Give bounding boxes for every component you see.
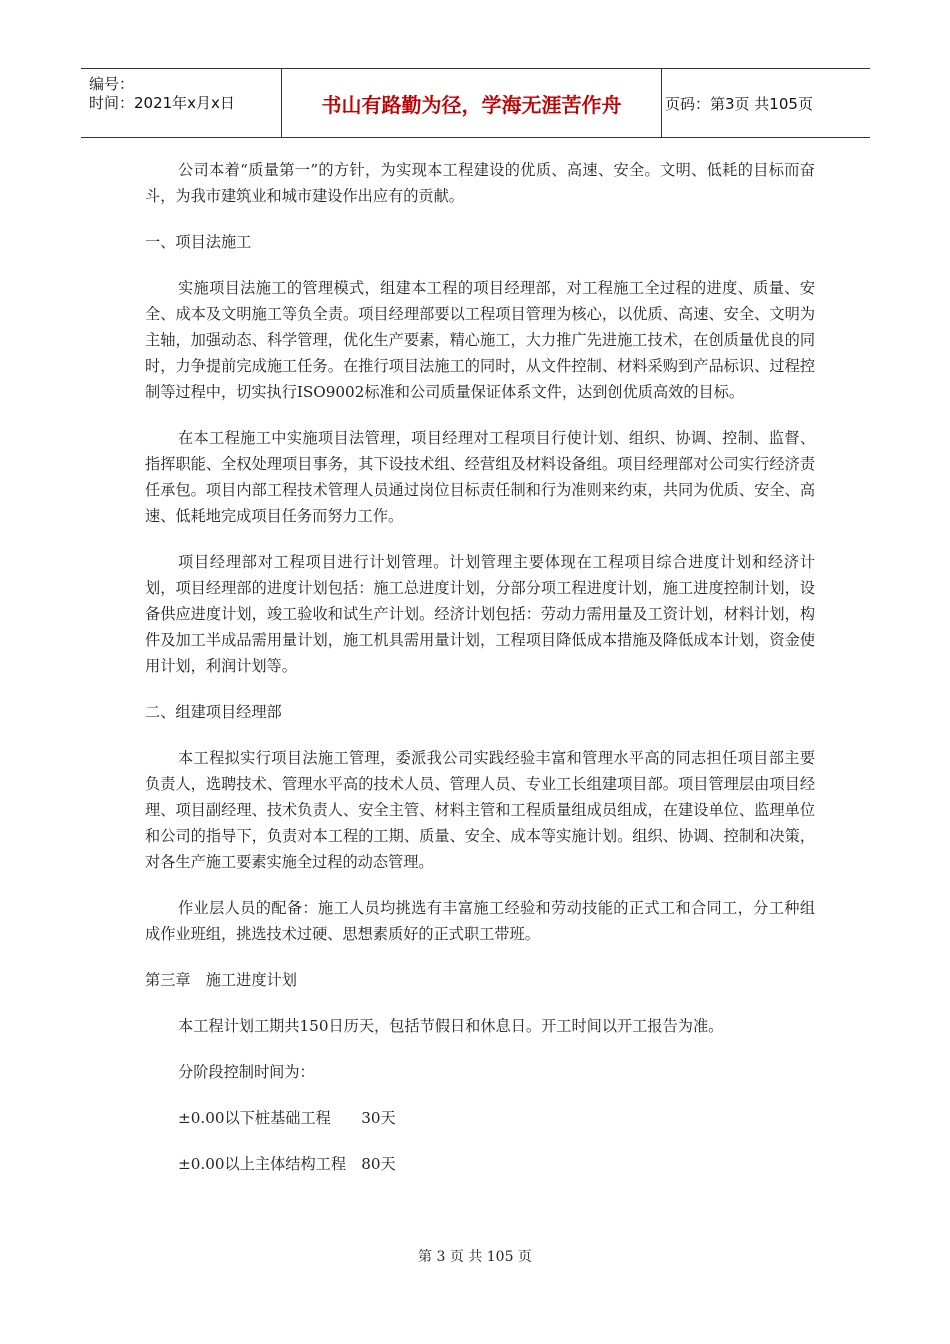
header-meta (81, 69, 281, 137)
paragraph: 本工程拟实行项目法施工管理，委派我公司实践经验丰富和管理水平高的同志担任项目部主要负责人，选聘技术、管理水平高的技术人员、管理人员、专业工长组建项目部。项目管理层由项目经理、项目副经理、技术负责人、安全主管、材料主管和工程质量组成员组成，在建设单位、监理单位和公司的指导下，负责对本工程的工期、质量、安全、成本等实施计划。组织、协调、控制和决策，对各生产施工要素实施全过程的动态管理。 (145, 749, 815, 871)
page-header (81, 68, 870, 138)
time-label: 时间：2021年x月x日 (89, 94, 235, 112)
paragraph: 实施项目法施工的管理模式，组建本工程的项目经理部，对工程施工全过程的进度、质量、安全、成本及文明施工等负全责。项目经理部要以工程项目管理为核心，以优质、高速、安全、文明为主轴，加强动态、科学管理，优化生产要素，精心施工，大力推广先进施工技术，在创质量优良的同时，力争提前完成施工任务。在推行项目法施工的同时，从文件控制、材料采购到产品标识、过程控制等过程中，切实执行ISO9002标准和公司质量保证体系文件，达到创优质高效的目标。 (145, 279, 815, 401)
section-heading: 一、项目法施工 (145, 233, 252, 251)
header-motto: 书山有路勤为径，学海无涯苦作舟 (321, 92, 622, 117)
page-footer: 第 3 页 共 105 页 (418, 1249, 532, 1265)
number-label: 编号： (89, 75, 135, 93)
paragraph: 分阶段控制时间为： (178, 1063, 315, 1081)
section-heading: 二、组建项目经理部 (145, 703, 282, 721)
header-divider (661, 69, 662, 137)
paragraph: 公司本着“质量第一”的方针，为实现本工程建设的优质、高速、安全。文明、低耗的目标而奋斗，为我市建筑业和城市建设作出应有的贡献。 (145, 161, 815, 205)
document-body (145, 157, 815, 1197)
paragraph: 本工程计划工期共150日历天，包括节假日和休息日。开工时间以开工报告为准。 (178, 1017, 724, 1035)
schedule-item: ±0.00以上主体结构工程 80天 (178, 1155, 396, 1173)
paragraph: 作业层人员的配备：施工人员均挑选有丰富施工经验和劳动技能的正式工和合同工，分工种组成作业班组，挑选技术过硬、思想素质好的正式职工带班。 (145, 899, 815, 943)
paragraph: 在本工程施工中实施项目法管理，项目经理对工程项目行使计划、组织、协调、控制、监督、指挥职能、全权处理项目事务，其下设技术组、经营组及材料设备组。项目经理部对公司实行经济责任承包。项目内部工程技术管理人员通过岗位目标责任制和行为准则来约束，共同为优质、安全、高速、低耗地完成项目任务而努力工作。 (145, 429, 815, 525)
chapter-heading: 第三章 施工进度计划 (145, 971, 297, 989)
paragraph: 项目经理部对工程项目进行计划管理。计划管理主要体现在工程项目综合进度计划和经济计划，项目经理部的进度计划包括：施工总进度计划，分部分项工程进度计划，施工进度控制计划，设备供应进度计划，竣工验收和试生产计划。经济计划包括：劳动力需用量及工资计划，材料计划，构件及加工半成品需用量计划，施工机具需用量计划，工程项目降低成本措施及降低成本计划，资金使用计划，利润计划等。 (145, 553, 815, 675)
header-page-number: 页码：第3页 共105页 (665, 94, 813, 113)
schedule-item: ±0.00以下桩基础工程 30天 (178, 1109, 396, 1127)
